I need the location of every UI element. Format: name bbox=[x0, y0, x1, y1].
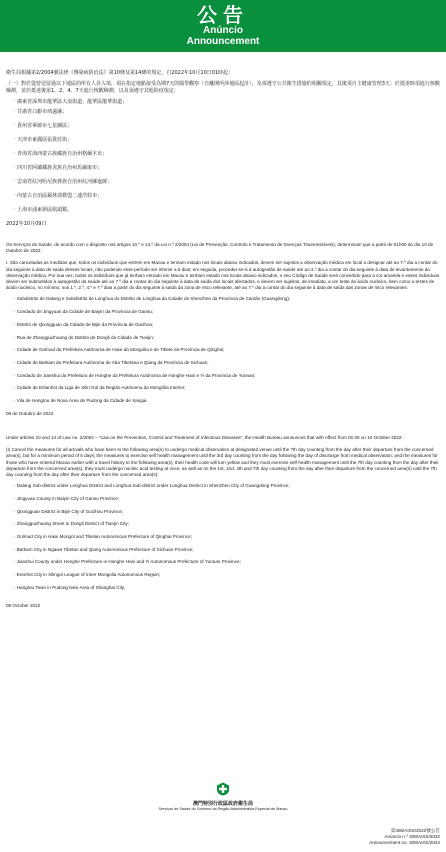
section-zh bbox=[6, 70, 440, 228]
list-item: ‧ Condado de Jianshui da Prefeitura de Honghe da Prefeitura Autónoma de Honghe Hani e Yi da Província de Yunnan; bbox=[14, 372, 256, 378]
list-item: ‧ 甘肅省白銀市靖遠縣； bbox=[14, 109, 68, 115]
list-item: ‧ 雲南省紅河哈尼族彝族自治州紅河縣迤薩； bbox=[14, 179, 113, 185]
en-paragraph: (I) Cancel the measures for all arrivals who have been to the following area(s) to undergo medical observation at designated venue until the 7th day counting from the day after their departure from the concerned area(s), but for a minimum period of 5 days; the measures to exercise self health management until the 3rd day counting from the day following the day of discharge from medical observation; and the measures for those who have entered Macao earlier with a travel history to the following area(s), their health code will turn yellow and they must exercise self-health management until the 7th day counting from the day after their departure from the concerned area(s), they must undergo nucleic acid testing at once, as well as on the 1st, 2nd, 4th and 7th day counting from the day after their departure from the concerned area(s) until the 7th day counting from the day after their departure from the concerned area(s): bbox=[6, 447, 439, 477]
list-item: ‧ 天津市東麗區張貴莊街； bbox=[14, 137, 73, 143]
list-item: ‧ Cidade de Erlianhot da Liga de Xilin Gol da Região Autónoma da Mongólia Interior; bbox=[14, 385, 186, 391]
list-item: ‧ Distrito de Qixingguan da Cidade de Bijie da Província de Guizhou; bbox=[14, 321, 154, 327]
list-item: ‧ Cidade de Golmud da Prefeitura Autónoma de Haixi da Mongólia e do Tibete da Província de Qinghai; bbox=[14, 347, 225, 353]
reference-pt: Anúncio n.º 408/AISS/2022 bbox=[384, 834, 440, 839]
list-item: ‧ Zhangguizhuang Street in Dongli District of Tianjin City; bbox=[14, 521, 130, 527]
list-item: ‧ Subdistrito de Dalang e Subdistrito de Longhua do Distrito de Longhua da Cidade de Shenzhen da Província de Cantão (Guangdong); bbox=[14, 296, 290, 302]
list-item: ‧ Hangtou Town in Pudong New Area of Shanghai City. bbox=[14, 584, 126, 590]
zh-paragraph: （一）對於從曾逗留過以下地區的所有人員入境，須在指定地點接受為期7天的醫學觀察（自離開所涉地區起計），及須遵守公共衛生措施的相關規定，其後須自主健康管理3天；於抵達時須進行核酸檢測，並於抵達後第1、2、4、7天進行核酸檢測，以及須遵守其他防疫規定： bbox=[6, 81, 440, 94]
zh-area-list bbox=[6, 109, 440, 214]
reference-en: Announcement no. 408/AISS/2022 bbox=[369, 840, 440, 845]
pt-paragraph: I. São canceladas as medidas que, todos os indivíduos que entrem em Macau e tenham estado nos locais abaixo indicados, devem ser sujeitos a observação médica em local a designar até ao 7.º dia a contar do dia seguinte à data de saída desses locais, não podendo esse período ser inferior a 5 dias; em seguida, proceder-se-á à autogestão de saúde até ao 3.º dia a contar do dia seguinte à data de levantamento da observação médica. Por sua vez, todos os indivíduos que já tenham entrado em Macau e tenham estado nos locais abaixo indicados, o seu Código de Saúde será convertido para a cor amarela e esses indivíduos devem ser submetidos à autogestão da saúde até ao 7.º dia a contar do dia seguinte à data de saída dos locais afectados, e devem ser sujeitos, de imediato, a um teste de ácido nucleico, bem como a testes de ácido nucleico, no mínimo, nos 1.º, 2.º, 4.º e 7.º dias a partir do dia seguinte à saída da zona de risco relevante, até ao 7.º dia a contar do dia seguinte à data de saída das zonas de risco relevantes: bbox=[6, 260, 440, 291]
header-banner bbox=[0, 0, 446, 52]
list-item: ‧ 貴州省畢節市七星關區； bbox=[14, 123, 73, 129]
list-item: ‧ 青海省海西蒙古族藏族自治州格爾木市； bbox=[14, 151, 108, 157]
department-name-zh: 澳門特別行政區政府衛生局 bbox=[192, 801, 253, 807]
list-item: ‧ Golmud City in Haixi Mongol and Tibetan Autonomous Prefecture of Qinghai Province; bbox=[14, 533, 192, 539]
section-en bbox=[6, 435, 440, 609]
pt-date: 09 de Outubro de 2022 bbox=[6, 410, 54, 416]
list-item: ‧ Condado de Jingyuan da Cidade de Baiyin da Província de Gansu; bbox=[14, 309, 154, 315]
title-zh: 公告 bbox=[197, 3, 249, 27]
en-date: 09 October 2022 bbox=[6, 603, 41, 608]
zh-intro: 衛生局根據第2/2004號法律《傳染病防治法》第10條及第14條的規定，自2022年10月10日01時起： bbox=[6, 70, 234, 76]
en-intro: Under articles 10 and 14 of Law no. 2/2004 – “Law on the Prevention, Control and Treatment of Infectious Diseases”, the Health Bureau announces that with effect from 01:00 on 10 October 2022: bbox=[6, 434, 403, 440]
footer bbox=[0, 782, 446, 812]
announcement-reference bbox=[369, 828, 440, 846]
list-item: ‧ 內蒙古自治區錫林郭勒盟二連浩特市； bbox=[14, 193, 103, 199]
list-item: ‧ Rua de Zhangguizhuang do Distrito de Dongli da Cidade de Tianjin; bbox=[14, 334, 155, 340]
title-en: Announcement bbox=[186, 36, 260, 47]
list-item: ‧ Cidade de Barkam da Prefeitura Autónoma de Aba Tibetana e Qiang da Província de Sichuan; bbox=[14, 359, 209, 365]
list-item: ‧ Barkam City in Ngawa Tibetan and Qiang Autonomous Prefecture of Sichuan Province; bbox=[14, 546, 194, 552]
list-item: ‧ 四川省阿壩藏族羌族自治州馬爾康市； bbox=[14, 165, 103, 171]
pt-area-list bbox=[6, 296, 440, 404]
list-item: ‧ Erenhot City in Xilingol League of Inner Mongolia Autonomous Region; bbox=[14, 572, 161, 578]
list-item: ‧ 上海市浦東新區航頭鎮。 bbox=[14, 207, 73, 213]
reference-zh: 第408/AISS/2022號公告 bbox=[390, 828, 440, 833]
list-item: ‧ Dalang Sub-district under Longhua District and Longhua Sub-district under Longhua District in Shenzhen City of Guangdong Province; bbox=[14, 483, 290, 489]
list-item: ‧ Jianshui County under Honghe Prefecture in Honghe Hani and Yi Autonomous Prefecture of Yunnan Province; bbox=[14, 559, 241, 565]
list-item: ‧ Jingyuan County in Baiyin City of Gansu Province; bbox=[14, 495, 120, 501]
zh-date: 2022年10月09日 bbox=[6, 221, 47, 227]
health-bureau-logo-icon bbox=[216, 782, 230, 796]
list-item: ‧ Vila de Hangtou de Nova Área de Pudong da Cidade de Xangai. bbox=[14, 398, 148, 404]
pt-intro: Os Serviços de Saúde, de acordo com o disposto nos artigos 10.º e 14.º da Lei n.º 2/2004 (Lei de Prevenção, Controlo e Tratamento de Doenças Transmissíveis), determinam que a partir de 01h00 do dia 10 de Outubro de 2022: bbox=[6, 242, 434, 254]
list-item: ‧ Qixingguan District in Bijie City of Guizhou Province; bbox=[14, 508, 124, 514]
section-pt bbox=[6, 242, 440, 417]
zh-list-intro: ‧ 廣東省深圳市龍華區大浪街道、龍華區龍華街道； bbox=[14, 99, 128, 105]
announcement-body bbox=[0, 52, 446, 609]
en-area-list bbox=[6, 483, 440, 591]
title-pt: Anúncio bbox=[203, 25, 243, 36]
department-name-pt: Serviços de Saúde do Governo da Região Administrativa Especial de Macau bbox=[158, 807, 288, 811]
